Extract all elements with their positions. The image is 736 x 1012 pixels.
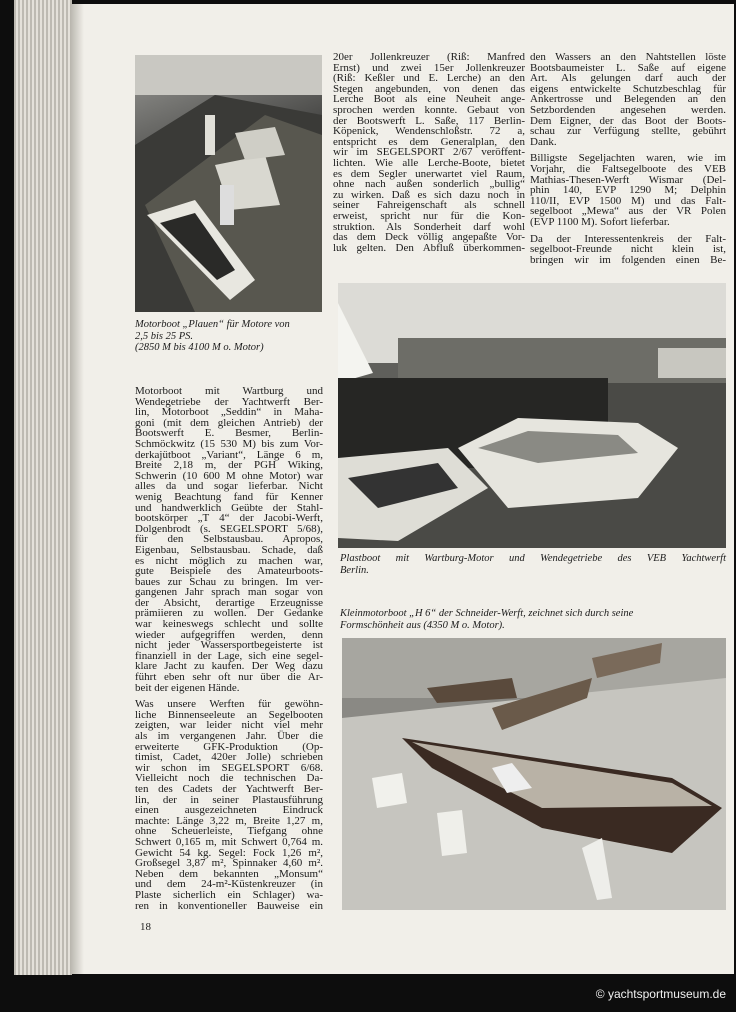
text-line: Breite 2,18 m, der PGH Wiking, <box>135 459 323 472</box>
text-line: es dem Segler unerwartet viel Raum, <box>333 167 525 180</box>
text-line: gangenen Jahr sprach man sogar von <box>135 586 323 599</box>
text-line: lichten. Wie alle Lerche-Boote, bietet <box>333 156 525 169</box>
text-line: wenig Beachtung fand für Kenner <box>135 490 323 503</box>
text-line: Ernst) und zwei 15er Jollenkreuzer <box>333 61 525 74</box>
watermark: © yachtsportmuseum.de <box>595 987 726 1001</box>
article-column-left <box>135 386 323 917</box>
text-line: Mathias-Thesen-Werft Wismar (Del- <box>530 173 726 186</box>
article-column-right <box>530 52 726 271</box>
text-line: zeigten, war leider nicht viel mehr <box>135 719 323 732</box>
text-line: für den Selbstausbau. Apropos, <box>135 533 323 546</box>
text-line: Da der Interessentenkreis der Falt- <box>530 232 726 245</box>
paragraph <box>333 52 525 253</box>
text-line: der Bootswerft L. Saße, 117 Berlin- <box>333 114 525 127</box>
text-line: führt eben sehr oft nur über die Ar- <box>135 671 323 684</box>
text-line: machte: Länge 3,22 m, Breite 1,27 m, <box>135 814 323 827</box>
article-column-middle <box>333 52 525 259</box>
paragraph <box>530 234 726 266</box>
text-line: es nicht möglich zu machen war, <box>135 554 323 567</box>
text-line: Schwerin (10 600 M ohne Motor) war <box>135 469 323 482</box>
text-line: Was unsere Werften für gewöhn- <box>135 698 323 711</box>
photo-plastboot <box>338 283 726 548</box>
paragraph <box>530 52 726 147</box>
caption-line: Kleinmotorboot „H 6“ der Schneider-Werft, zeichnet sich durch seine <box>340 608 634 619</box>
text-line: struktion. Als Sonderheit darf wohl <box>333 220 525 233</box>
photo-kleinmotorboot-h6 <box>342 638 726 910</box>
text-line: Dolgenbrodt (s. SEGELSPORT 5/68), <box>135 522 323 535</box>
book-page-edges <box>14 0 72 975</box>
text-line: segelboot-Freunde nicht klein ist, <box>530 243 726 256</box>
text-line: lin, der in seiner Plastausführung <box>135 793 323 806</box>
text-line: 20er Jollenkreuzer (Riß: Manfred <box>333 51 525 63</box>
text-line: alles da und sogar lieferbar. Nicht <box>135 480 323 493</box>
text-line: Köpenick, Wendenschloßstr. 72 a, <box>333 125 525 138</box>
paragraph <box>530 153 726 227</box>
caption-kleinmotorboot-h6 <box>340 608 726 631</box>
text-line: und handwerklich Geübte der Stahl- <box>135 501 323 514</box>
text-line: ohne nach außen sonderlich „bullig“ <box>333 178 525 191</box>
text-line: Setzbordenden angesehen werden. <box>530 103 726 116</box>
page-gutter-shadow <box>70 4 84 974</box>
text-line: Eigenbau, Selbstausbau. Schade, daß <box>135 543 323 556</box>
text-line: Dank. <box>530 135 557 148</box>
text-line: als im vergangenen Jahr. Über die <box>135 730 323 742</box>
caption-line: (2850 M bis 4100 M o. Motor) <box>135 342 264 353</box>
caption-line: Plastboot mit Wartburg-Motor und Wendegetriebe des VEB Yachtwerft <box>340 553 726 564</box>
text-line: das dem Deck völlig angepaßte Vor- <box>333 231 525 244</box>
text-line: schau zur Verfügung stellte, gebührt <box>530 125 726 138</box>
text-line: zu wirken. Daß es sich dazu noch in <box>333 188 525 201</box>
text-line: eigens entwickelte Schutzbeschlag für <box>530 82 726 95</box>
text-line: phin 140, EVP 1290 M; Delphin <box>530 184 726 197</box>
paragraph <box>135 386 323 693</box>
paragraph <box>135 699 323 911</box>
text-line: den Wassers an den Nahtstellen löste <box>530 51 726 63</box>
text-line: ren in konventioneller Bauweise ein <box>135 899 323 912</box>
text-line: Bootsbaumeister L. Saße auf eigene <box>530 61 726 74</box>
text-line: seiner Fahreigenschaft als schnell <box>333 199 525 212</box>
caption-line: Motorboot „Plauen“ für Motore von <box>135 319 290 330</box>
text-line: nicht jeder Wassersportbegeisterte ist <box>135 639 323 652</box>
text-line: prämiieren zu wollen. Der Gedanke <box>135 607 323 620</box>
text-line: Dem Eigner, der das Boot der Boots- <box>530 114 726 127</box>
text-line: gute Beispiele des Amateurboots- <box>135 565 323 578</box>
text-line: Billigste Segeljachten waren, wie im <box>530 152 726 165</box>
text-line: wir schon im SEGELSPORT 6/68. <box>135 761 323 774</box>
photo-plastboot-drawing <box>338 283 726 548</box>
caption-line: 2,5 bis 25 PS. <box>135 330 194 342</box>
text-line: einen ausgezeichneten Eindruck <box>135 804 323 817</box>
text-line: Gewicht 54 kg. Segel: Fock 1,26 m², <box>135 846 323 859</box>
text-line: 110/II, EVP 1500 M) und das Falt- <box>530 194 726 207</box>
text-line: beit der eigenen Hände. <box>135 681 240 694</box>
text-line: Stegen angebunden, von denen das <box>333 82 525 95</box>
text-line: bringen wir im folgenden einen Be- <box>530 253 726 266</box>
text-line: baues zur Schau zu bringen. Im ver- <box>135 575 323 588</box>
text-line: liche Binnenseeleute an Segelbooten <box>135 708 323 721</box>
photo-motorboot-plauen <box>135 55 322 312</box>
text-line: Schwert 0,165 m, mit Schwert 0,764 m. <box>135 835 323 848</box>
text-line: erweist, spricht nur für die Kon- <box>333 209 525 222</box>
text-line: der Absicht, derartige Erzeugnisse <box>135 596 323 609</box>
text-line: Großsegel 3,87 m², Spinnaker 4,60 m². <box>135 857 323 870</box>
caption-motorboot-plauen <box>135 319 322 354</box>
text-line: Art. Als gelungen darf auch der <box>530 72 726 85</box>
photo-plauen-drawing <box>135 55 322 312</box>
text-line: Motorboot mit Wartburg und <box>135 385 323 397</box>
text-line: wieder aufgegriffen werden, denn <box>135 628 323 641</box>
text-line: erweiterte GFK-Produktion (Op- <box>135 740 323 753</box>
text-line: Plaste sicherlich ein Schlager) wa- <box>135 888 323 901</box>
caption-line: Berlin. <box>340 564 369 576</box>
text-line: Lerche Boot als eine Neuheit ange- <box>333 93 525 106</box>
text-line: ohne Scheuerleiste, Tiefgang ohne <box>135 825 323 838</box>
text-line: Vorjahr, die Faltsegelboote des VEB <box>530 162 726 175</box>
page-number: 18 <box>140 921 151 933</box>
text-line: (Riß: Keßler und E. Lerche) an den <box>333 72 525 85</box>
text-line: lin, Motorboot „Seddin“ in Maha- <box>135 406 323 419</box>
caption-plastboot <box>340 553 726 576</box>
text-line: Vielleicht noch die technischen Da- <box>135 772 323 785</box>
text-line: goni (mit dem gleichen Antrieb) der <box>135 416 323 429</box>
photo-h6-drawing <box>342 638 726 910</box>
text-line: wir im SEGELSPORT 2/67 veröffent- <box>333 146 525 159</box>
text-line: segelboot „Mewa“ aus der VR Polen <box>530 205 726 218</box>
text-line: Schmöckwitz (15 530 M) bis zum Vor- <box>135 437 323 450</box>
text-line: Ankertrosse und Belegenden an den <box>530 93 726 106</box>
text-line: Bootswerft E. Besmer, Berlin- <box>135 427 323 440</box>
text-line: derkajütboot „Variant“, Länge 6 m, <box>135 448 323 461</box>
text-line: finanziell in der Lage, sich eine segel- <box>135 649 323 662</box>
text-line: und dem 24-m²-Küstenkreuzer (in <box>135 878 323 891</box>
text-line: timist, Cadet, 420er Jolle) schrieben <box>135 751 323 764</box>
text-line: entspricht es dem Generalplan, den <box>333 135 525 148</box>
text-line: klare Jacht zu kaufen. Der Weg dazu <box>135 660 323 673</box>
text-line: Wendegetriebe der Yachtwerft Ber- <box>135 395 323 408</box>
text-line: war keineswegs schlecht und sollte <box>135 618 323 631</box>
text-line: bootskörper „T 4“ der Jacobi-Werft, <box>135 512 323 525</box>
text-line: luk gelten. Den Abfluß überkommen- <box>333 241 525 254</box>
caption-line: Formschönheit aus (4350 M o. Motor). <box>340 619 505 631</box>
text-line: sprochen werden konnte. Gebaut von <box>333 103 525 116</box>
text-line: ten des Cadets der Yachtwerft Ber- <box>135 782 323 795</box>
text-line: Neben dem bekannten „Monsum“ <box>135 867 323 880</box>
text-line: (EVP 1100 M). Sofort lieferbar. <box>530 215 670 228</box>
